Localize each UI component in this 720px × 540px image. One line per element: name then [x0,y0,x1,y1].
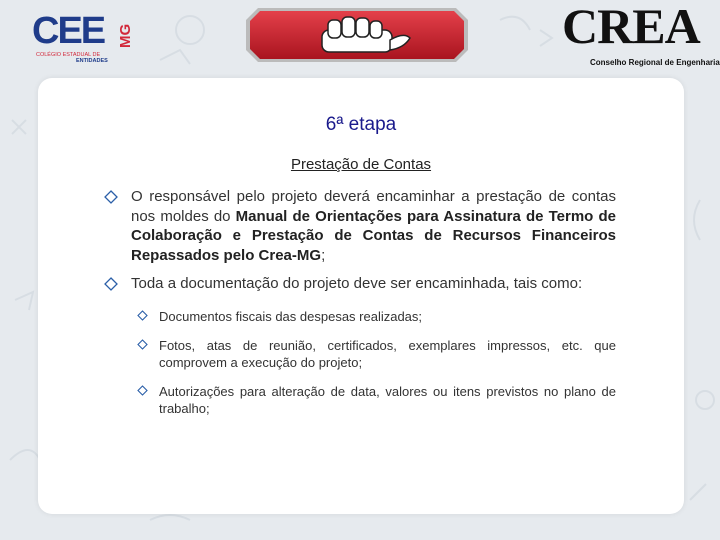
bullet-list [104,187,616,429]
cee-logo-sub-line2: ENTIDADES [76,58,108,64]
sub-bullet-text: Documentos fiscais das despesas realizadas; [159,308,423,324]
bullet-text-end: ; [321,246,326,264]
diamond-bullet-icon [137,385,148,396]
crea-logo-text: CREA [562,0,700,54]
bullet-text: Toda a documentação do projeto deve ser encaminhada, tais como: [131,275,583,292]
bullet-item [104,274,616,294]
diamond-bullet-icon [137,310,148,321]
sub-bullet-text: Fotos, atas de reunião, certificados, exemplares impressos, etc. que comprovem a execução do projeto; [159,337,616,370]
bullet-item [104,187,616,265]
sub-bullet-item [135,337,616,371]
cee-logo-subtitle [36,52,136,64]
diamond-bullet-icon [104,190,118,204]
sub-bullet-text: Autorizações para alteração de data, valores ou itens previstos no plano de trabalho; [159,383,616,416]
slide-title: 6ª etapa [325,114,397,135]
slide-subtitle: Prestação de Contas [290,156,432,173]
crea-logo [560,0,720,72]
cee-mg-logo [28,8,148,66]
sub-bullet-item [135,383,616,417]
diamond-bullet-icon [104,277,118,291]
bullet-text: O responsável pelo projeto deverá encaminhar a prestação de contas nos moldes do [131,188,616,225]
stop-hand-icon [244,6,470,64]
cee-logo-text: CEE [32,10,105,52]
content-card [38,78,684,514]
crea-logo-subtitle: Conselho Regional de Engenharia [590,58,720,67]
sub-bullet-list [104,308,616,417]
sub-bullet-item [135,308,616,325]
manual-title: Manual de Orientações para Assinatura de Termo de Colaboração e Prestação de Contas de Recursos Financeiros Repassados pelo Crea-MG [131,207,616,264]
diamond-bullet-icon [137,339,148,350]
header-banner [0,0,720,78]
cee-logo-sub-line1: COLÉGIO ESTADUAL DE [36,52,101,58]
cee-logo-state: MG [117,23,134,48]
